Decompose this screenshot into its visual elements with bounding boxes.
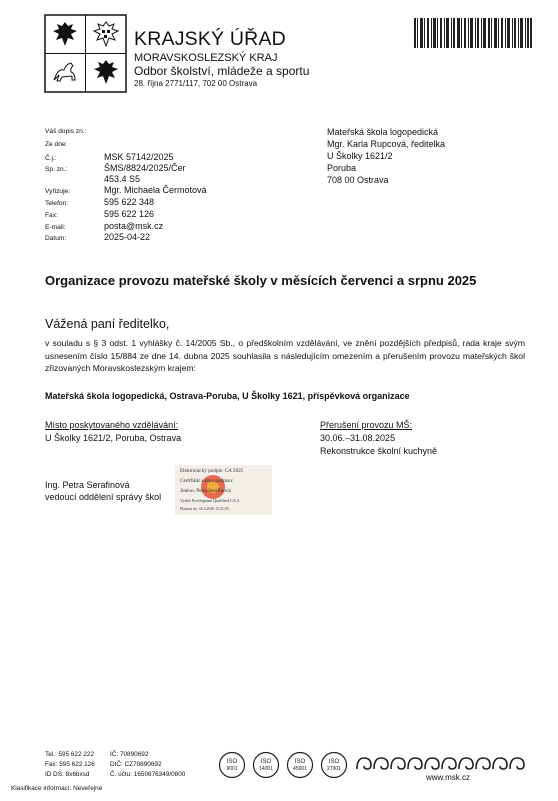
location-value: U Školky 1621/2, Poruba, Ostrava bbox=[45, 433, 182, 443]
letter-body: v souladu s § 3 odst. 1 vyhlášky č. 14/2005 Sb., o předškolním vzdělávání, ve znění pozdějších předpisů, rada kraje svým usnesením číslo 15/884 ze dne 14. dubna 2025 souhlasila s následujícím omezením a přerušením provozu mateřských škol zřizovaných Moravskoslezským krajem: bbox=[45, 338, 525, 374]
interruption-heading: Přerušení provozu MŠ: bbox=[320, 420, 413, 430]
iso-45001-top: ISO bbox=[294, 759, 306, 765]
file-mark-value: ŠMS/8824/2025/Čer bbox=[104, 163, 186, 173]
iso-45001-label: 45001 bbox=[293, 766, 307, 772]
region-ornament-icon bbox=[355, 755, 527, 771]
recipient-line-5: 708 00 Ostrava bbox=[327, 175, 389, 185]
date-label: Datum: bbox=[45, 235, 67, 242]
office-address: 28. října 2771/117, 702 00 Ostrava bbox=[134, 79, 258, 88]
stamp-line-5: Platnost do: 16.3.2026 15:21:03 bbox=[180, 507, 229, 511]
footer-dic: DIČ: CZ70890692 bbox=[110, 761, 162, 768]
letter-salutation: Vážená paní ředitelko, bbox=[45, 317, 170, 331]
letter-subject: Organizace provozu mateřské školy v měsících červenci a srpnu 2025 bbox=[45, 273, 477, 288]
footer-website-link[interactable]: www.msk.cz bbox=[426, 773, 470, 782]
email-value: posta@msk.cz bbox=[104, 221, 164, 231]
interruption-reason: Rekonstrukce školní kuchyně bbox=[320, 446, 438, 456]
footer-account: Č. účtu: 1650676349/0800 bbox=[110, 771, 186, 778]
file-mark-label: Sp. zn.: bbox=[45, 166, 68, 173]
barcode-icon bbox=[414, 18, 532, 48]
signatory-name: Ing. Petra Serafinová bbox=[45, 480, 130, 490]
iso-27001-badge-icon bbox=[320, 751, 348, 779]
iso-45001-badge-icon bbox=[286, 751, 314, 779]
iso-14001-badge-icon bbox=[252, 751, 280, 779]
iso-14001-top: ISO bbox=[260, 759, 272, 765]
stamp-line-3: Jméno: Petra Serafinová bbox=[180, 488, 231, 494]
footer-ic: IČ: 70890692 bbox=[110, 751, 149, 758]
recipient-line-3: U Školky 1621/2 bbox=[327, 151, 393, 161]
date-value: 2025-04-22 bbox=[104, 232, 151, 242]
office-title: KRAJSKÝ ÚŘAD bbox=[134, 28, 286, 50]
electronic-signature-stamp bbox=[175, 465, 272, 515]
handled-by-label: Vyřizuje: bbox=[45, 188, 71, 195]
fax-value: 595 622 126 bbox=[104, 209, 155, 219]
footer-data-box: ID DS: 8x6bxsd bbox=[45, 771, 90, 778]
your-ref-label: Váš dopis zn.: bbox=[45, 128, 87, 135]
iso-27001-top: ISO bbox=[328, 759, 340, 765]
email-label: E-mail: bbox=[45, 224, 66, 231]
organization-name: Mateřská škola logopedická, Ostrava-Poruba, U Školky 1621, příspěvková organizace bbox=[45, 391, 410, 401]
iso-9001-label: 9001 bbox=[226, 766, 238, 772]
ref-number-label: Č.j.: bbox=[45, 155, 57, 162]
recipient-line-1: Mateřská škola logopedická bbox=[327, 127, 439, 137]
date-from-label: Ze dne: bbox=[45, 141, 68, 148]
handled-by-value: Mgr. Michaela Čermotová bbox=[104, 185, 207, 195]
file-mark-value-2: 453.4 S5 bbox=[104, 174, 141, 184]
phone-value: 595 622 348 bbox=[104, 197, 155, 207]
stamp-line-1: Elektronický podpis: CA 2025 bbox=[180, 468, 244, 474]
recipient-line-4: Poruba bbox=[327, 163, 357, 173]
stamp-line-2: Certifikát autora podpisu: bbox=[180, 478, 234, 484]
moravian-silesian-coat-of-arms-icon bbox=[44, 14, 127, 93]
phone-label: Telefon: bbox=[45, 200, 69, 207]
footer-classification: Klasifikace informací: Neveřejné bbox=[11, 785, 103, 792]
location-heading: Místo poskytovaného vzdělávání: bbox=[45, 420, 179, 430]
recipient-line-2: Mgr. Karla Rupcová, ředitelka bbox=[327, 139, 446, 149]
ref-number-value: MSK 57142/2025 bbox=[104, 152, 174, 162]
signatory-role: vedoucí oddělení správy škol bbox=[45, 492, 162, 502]
fax-label: Fax: bbox=[45, 212, 58, 219]
footer-phone: Tel.: 595 622 222 bbox=[45, 751, 95, 758]
office-region: MORAVSKOSLEZSKÝ KRAJ bbox=[134, 52, 278, 64]
stamp-line-4: Vydal: PostSignum Qualified CA 4 bbox=[180, 498, 239, 503]
iso-14001-label: 14001 bbox=[259, 766, 273, 772]
interruption-dates: 30.06.–31.08.2025 bbox=[320, 433, 396, 443]
iso-9001-badge-icon bbox=[218, 751, 246, 779]
footer-fax: Fax: 595 622 126 bbox=[45, 761, 95, 768]
iso-9001-top: ISO bbox=[226, 759, 238, 765]
iso-27001-label: 27001 bbox=[327, 766, 341, 772]
office-department: Odbor školství, mládeže a sportu bbox=[134, 64, 310, 78]
